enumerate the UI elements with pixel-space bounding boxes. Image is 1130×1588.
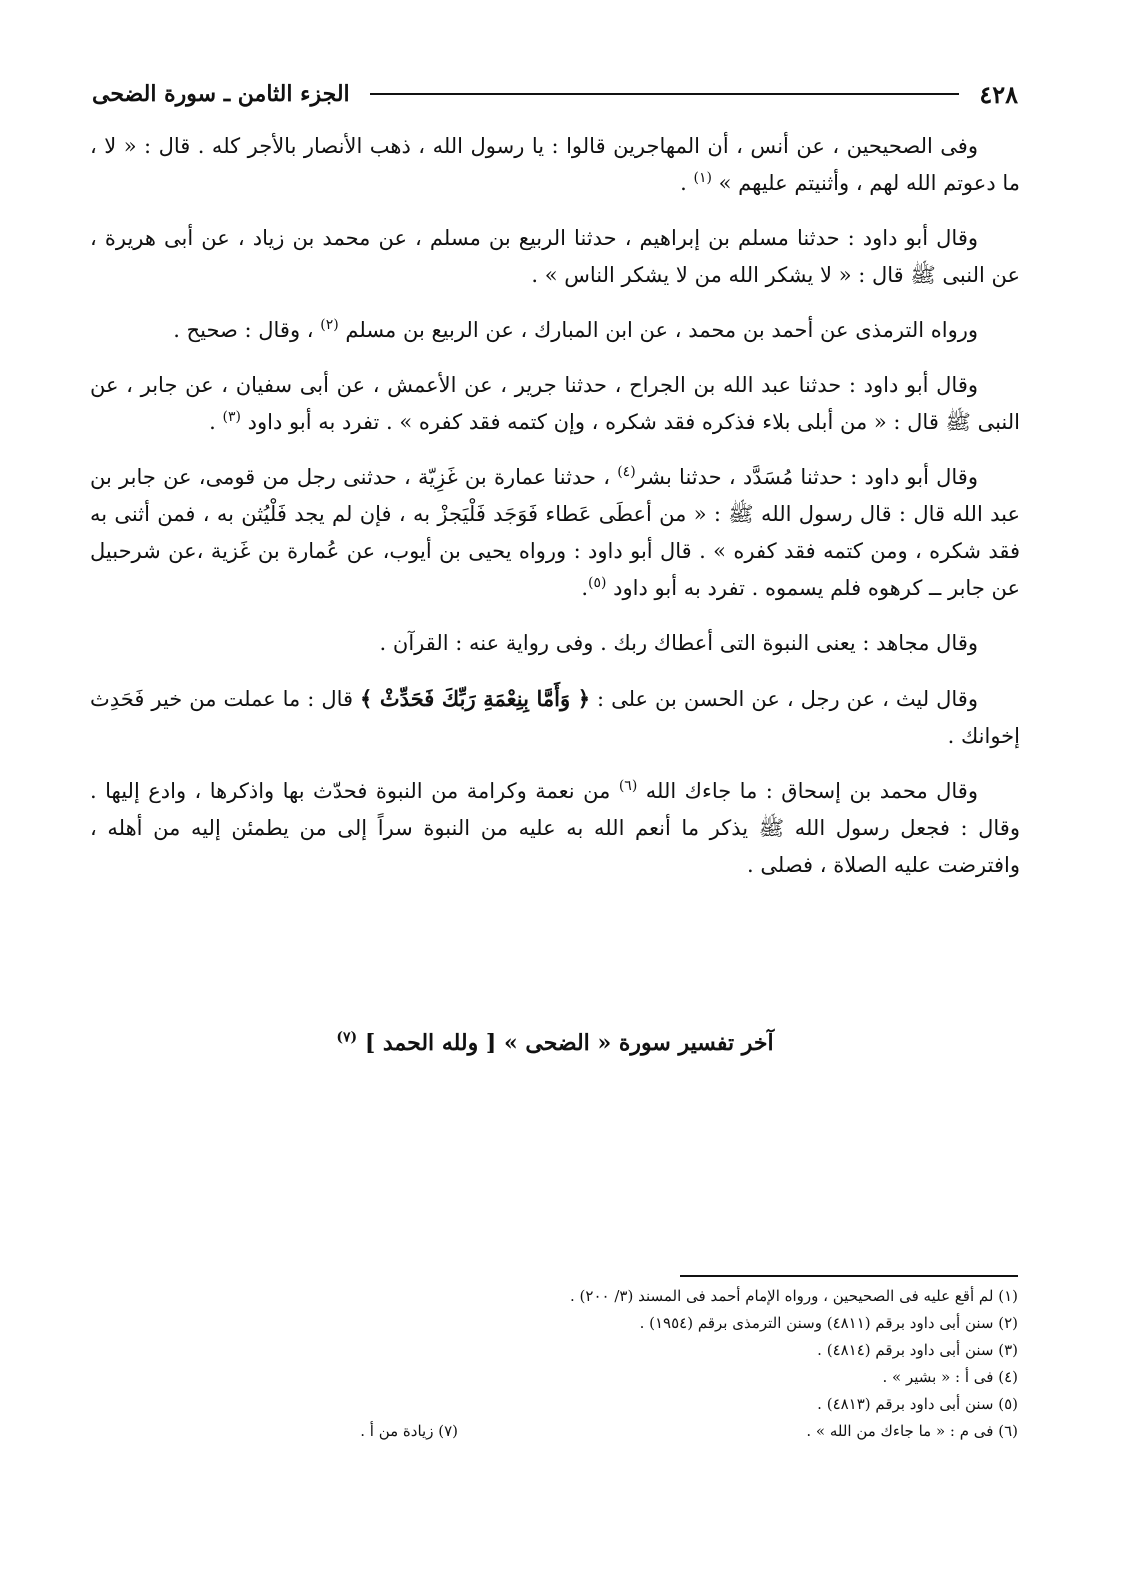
footnote-separator xyxy=(680,1275,1018,1277)
paragraph: وفى الصحيحين ، عن أنس ، أن المهاجرين قالوا : يا رسول الله ، ذهب الأنصار بالأجر كله . قال : « لا ، ما دعوتم الله لهم ، وأثنيتم عليهم » $^{(١)}$ . xyxy=(90,134,1020,195)
footnote-ref[interactable]: (١) xyxy=(693,170,712,186)
paragraph: وقال أبو داود : حدثنا مُسَدَّد ، حدثنا بشر$^{(٤)}$ ، حدثنا عمارة بن غَزِيّة ، حدثنى رجل من قومى، عن جابر بن عبد الله قال : قال رسول الله ﷺ : « من أعطَى عَطاء فَوَجَد فَلْيَجزْ به ، فإن لم يجد فَلْيُثن به ، فمن أثنى به فقد شكره ، ومن كتمه فقد كفره » . قال أبو داود : ورواه يحيى بن أيوب، عن عُمارة بن غَزية ،عن شرحبيل عن جابر ــ كرهوه فلم يسموه . تفرد به أبو داود $^{(٥)}$. xyxy=(90,464,1020,600)
footnote-ref[interactable]: (٥) xyxy=(588,575,607,591)
footnote-ref[interactable]: (٣) xyxy=(222,409,241,425)
footnote: (٦) فى م : « ما جاءك من الله » . (٧) زيادة من أ . xyxy=(90,1418,1018,1445)
paragraph: وقال ليث ، عن رجل ، عن الحسن بن على : ﴿ وَأَمَّا بِنِعْمَةِ رَبِّكَ فَحَدِّثْ ﴾ قال : ما عملت من خير فَحَدِث إخوانك . xyxy=(90,686,1020,748)
quran-verse: ﴿ وَأَمَّا بِنِعْمَةِ رَبِّكَ فَحَدِّثْ ﴾ xyxy=(360,686,591,711)
footnote-ref[interactable]: (٧) xyxy=(336,1029,358,1046)
surah-closing-line: آخر تفسير سورة « الضحى » [ ولله الحمد ] $^{(٧)}$ xyxy=(336,1029,774,1056)
paragraph: وقال أبو داود : حدثنا عبد الله بن الجراح ، حدثنا جرير ، عن الأعمش ، عن أبى سفيان ، عن جابر ، عن النبى ﷺ قال : « من أبلى بلاء فذكره فقد شكره ، وإن كتمه فقد كفره » . تفرد به أبو داود $^{(٣)}$ . xyxy=(90,373,1020,434)
main-text xyxy=(90,128,1020,902)
footnote-ref[interactable]: (٢) xyxy=(320,317,339,333)
footnote: (١) لم أقع عليه فى الصحيحين ، ورواه الإمام أحمد فى المسند (٣/ ٢٠٠) . xyxy=(570,1287,1018,1305)
footnotes xyxy=(90,1283,1018,1445)
footnote: (٤) فى أ : « بشير » . xyxy=(882,1368,1018,1386)
running-title: الجزء الثامن ـ سورة الضحى xyxy=(92,81,350,107)
paragraph: وقال محمد بن إسحاق : ما جاءك الله $^{(٦)}$ من نعمة وكرامة من النبوة فحدّث بها واذكرها ، وادع إليها . وقال : فجعل رسول الله ﷺ يذكر ما أنعم الله به عليه من النبوة سراً إلى من يطمئن إليه من أهله ، وافترضت عليه الصلاة ، فصلى . xyxy=(90,778,1020,877)
footnote: (٣) سنن أبى داود برقم (٤٨١٤) . xyxy=(817,1341,1018,1359)
header-rule xyxy=(370,93,960,95)
running-header xyxy=(92,74,1018,114)
footnote-ref[interactable]: (٦) xyxy=(618,778,638,794)
footnote-ref[interactable]: (٤) xyxy=(617,464,636,480)
page-number: ٤٢٨ xyxy=(979,79,1018,109)
footnote: (٢) سنن أبى داود برقم (٤٨١١) وسنن الترمذى برقم (١٩٥٤) . xyxy=(639,1314,1018,1332)
footnote: (٥) سنن أبى داود برقم (٤٨١٣) . xyxy=(817,1395,1018,1413)
paragraph: ورواه الترمذى عن أحمد بن محمد ، عن ابن المبارك ، عن الربيع بن مسلم $^{(٢)}$ ، وقال : صحيح . xyxy=(173,317,978,342)
footnote-side: (٧) زيادة من أ . xyxy=(360,1422,458,1440)
paragraph: وقال أبو داود : حدثنا مسلم بن إبراهيم ، حدثنا الربيع بن مسلم ، عن محمد بن زياد ، عن أبى هريرة ، عن النبى ﷺ قال : « لا يشكر الله من لا يشكر الناس » . xyxy=(90,226,1020,287)
paragraph: وقال مجاهد : يعنى النبوة التى أعطاك ربك . وفى رواية عنه : القرآن . xyxy=(379,631,978,655)
